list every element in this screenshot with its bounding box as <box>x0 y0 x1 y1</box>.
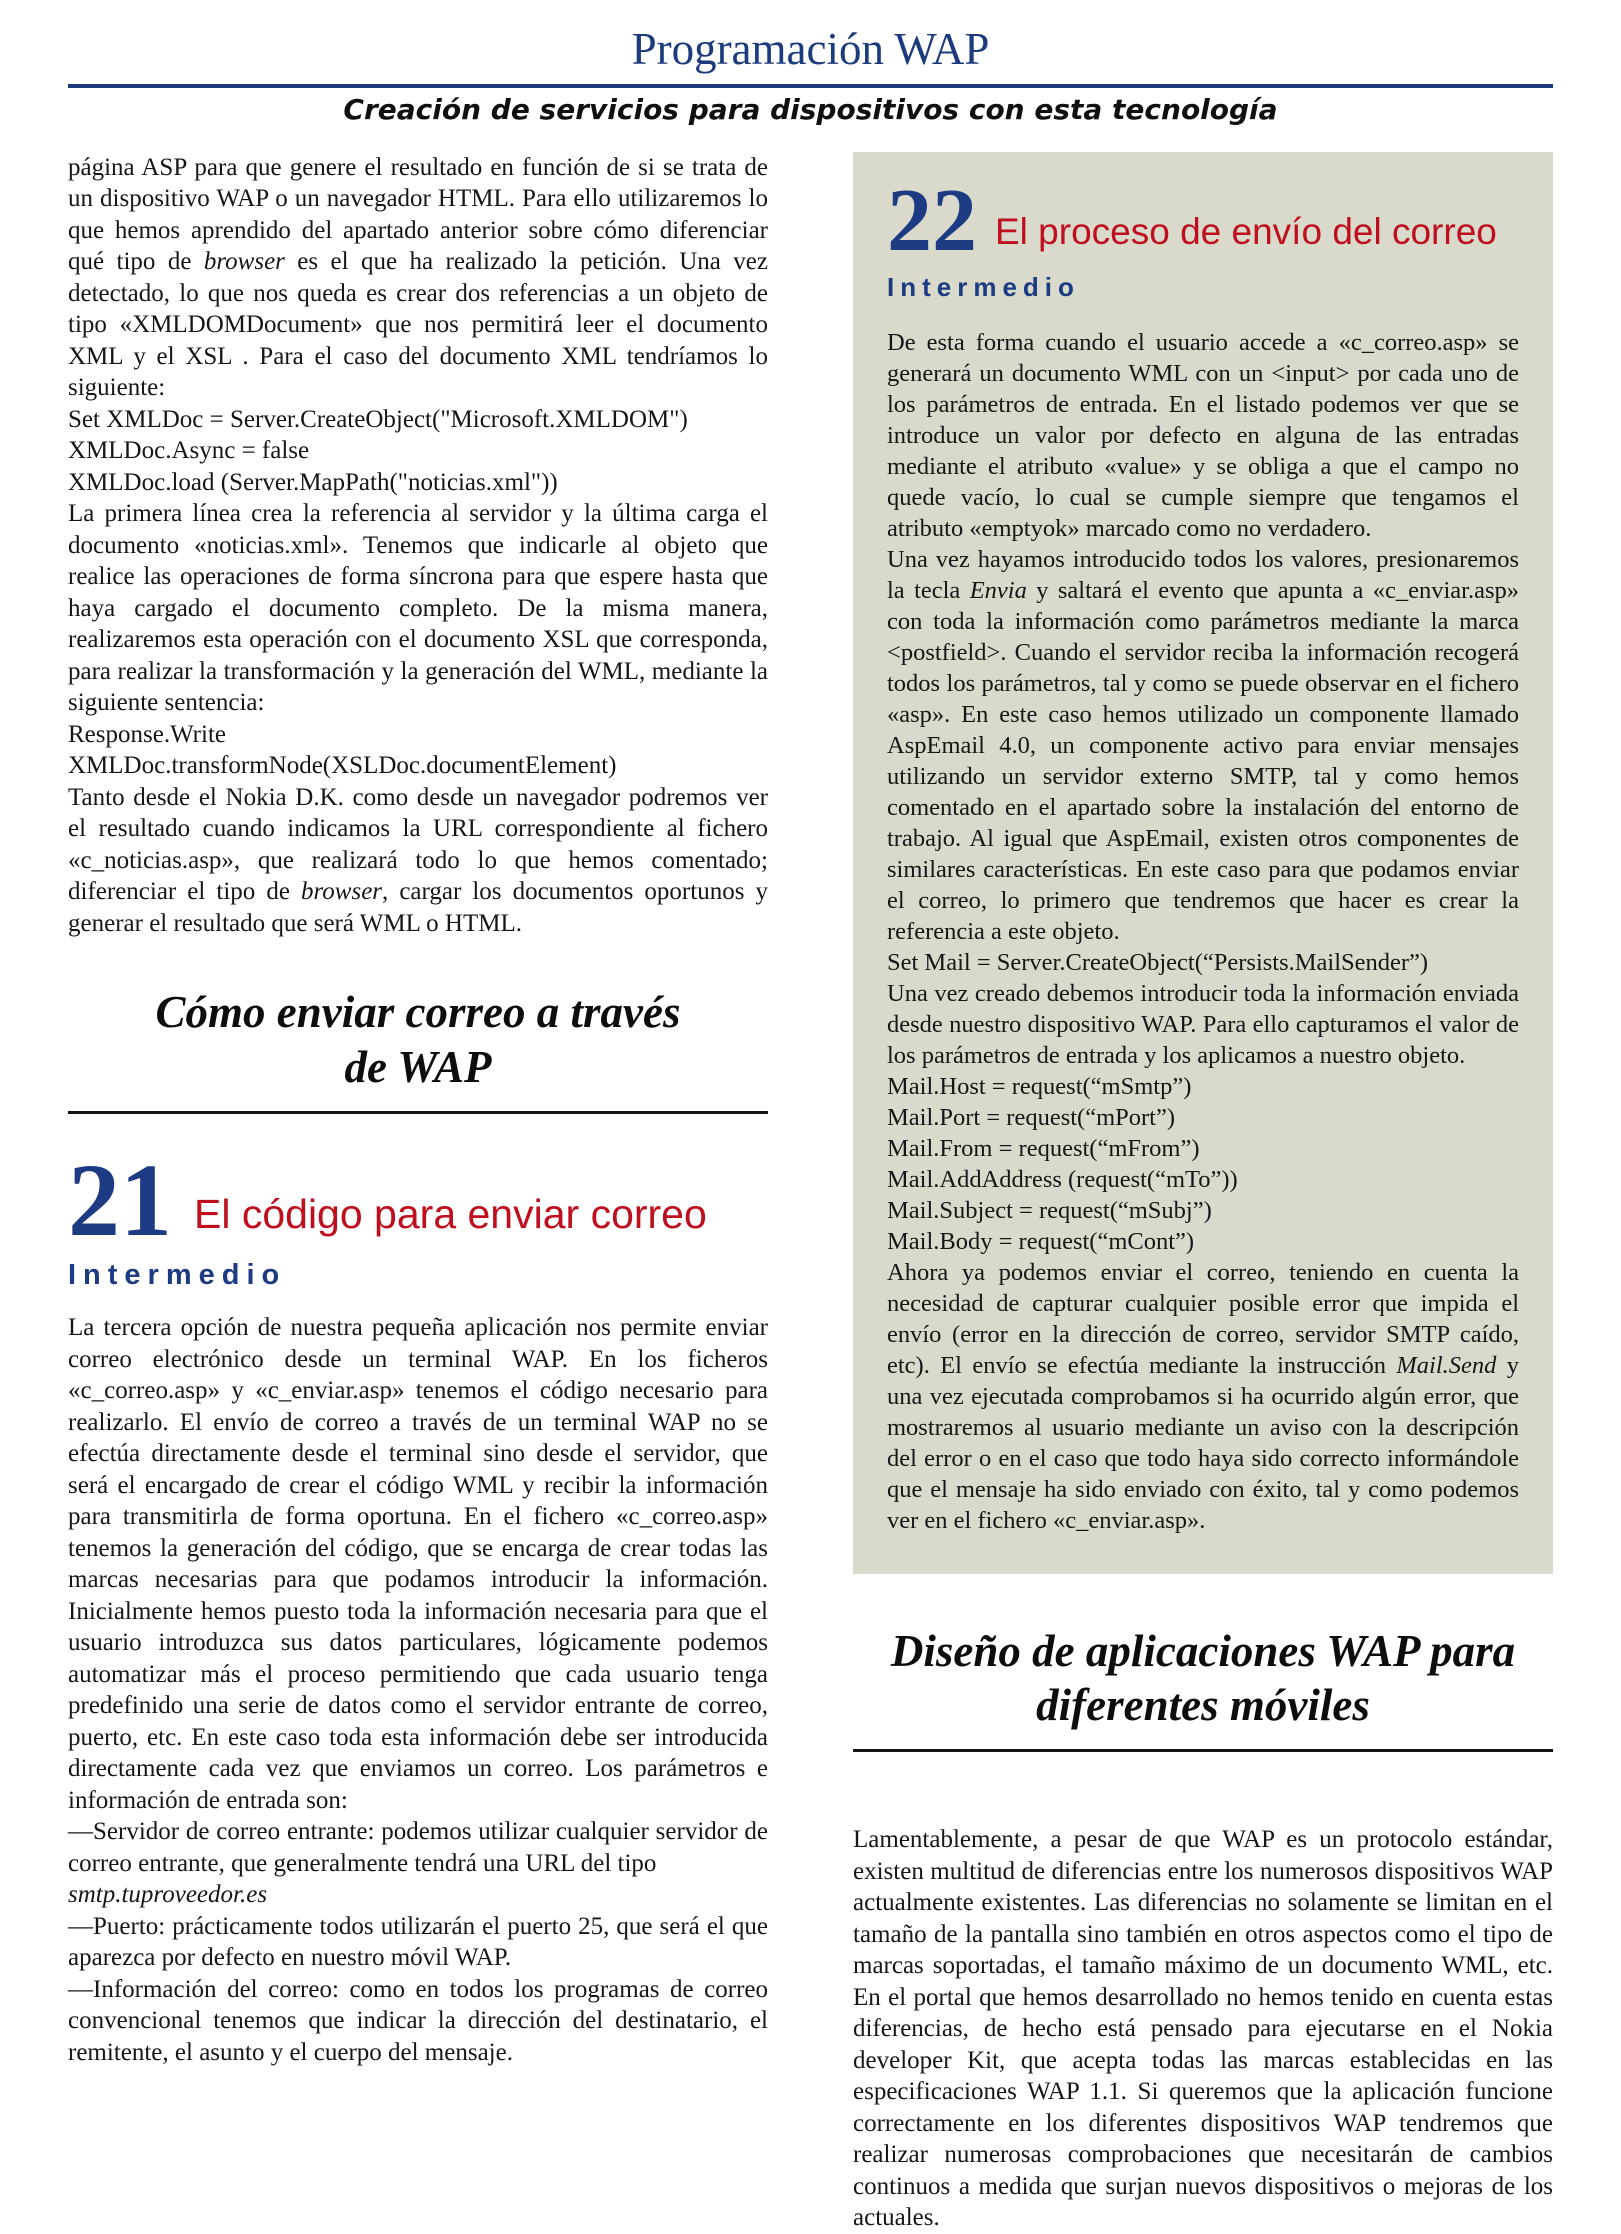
section-number: 21 <box>68 1143 172 1259</box>
page-title: Programación WAP <box>631 24 990 74</box>
section-heading-line: Cómo enviar correo a través <box>155 987 681 1038</box>
paragraph: Una vez creado debemos introducir toda la información enviada desde nuestro dispositivo WAP. Para ello capturamos el valor de los parámetros de entrada y los aplicamos a nuestro objeto. <box>887 979 1519 1069</box>
section-heading-mail <box>68 985 768 1095</box>
paragraph: —Puerto: prácticamente todos utilizarán el puerto 25, que será el que aparezca por defecto en nuestro móvil WAP. <box>68 1912 768 1972</box>
code-line: Mail.Subject = request(“mSubj”) <box>887 1196 1212 1224</box>
section-heading-line: Diseño de aplicaciones WAP para <box>890 1625 1516 1676</box>
paragraph: La primera línea crea la referencia al servidor y la última carga el documento «noticias.xml». Tenemos que indicarle al objeto que realice las operaciones de forma síncrona para que espere hasta que haya cargado el documento completo. De la misma manera, realizaremos esta operación con el documento XSL que corresponda, para realizar la transformación y la generación del WML, mediante la siguiente sentencia: <box>68 500 768 717</box>
paragraph: Tanto desde el Nokia D.K. como desde un navegador podremos ver el resultado cuando indicamos la URL correspondiente al fichero «c_noticias.asp», que realizará todo lo que hemos comentado; diferenciar el tipo de browser, cargar los documentos oportunos y generar el resultado que será WML o HTML. <box>68 783 768 937</box>
page-subtitle: Creación de servicios para dispositivos con esta tecnología <box>343 92 1278 126</box>
section-heading-line: diferentes móviles <box>1036 1680 1370 1731</box>
code-line: Mail.Body = request(“mCont”) <box>887 1227 1195 1255</box>
url-example-line: smtp.tuproveedor.es <box>68 1881 268 1909</box>
code-line: XMLDoc.Async = false <box>68 437 310 465</box>
header-rule <box>68 84 1553 88</box>
paragraph: La tercera opción de nuestra pequeña aplicación nos permite enviar correo electrónico desde un terminal WAP. En los ficheros «c_correo.asp» y «c_enviar.asp» tenemos el código necesario para realizarlo. El envío de correo a través de un terminal WAP no se efectúa directamente desde el terminal sino desde el servidor, que será el encargado de crear el código WML y recibir la información para transmitirla de forma oportuna. En el fichero «c_correo.asp» tenemos la generación del código, que se encarga de crear todas las marcas necesarias para que podamos introducir la información. Inicialmente hemos puesto toda la información necesaria para que el usuario introduzca sus datos particulares, lógicamente podemos automatizar más el proceso permitiendo que cada usuario tenga predefinido una serie de datos como el servidor entrante de correo, puerto, etc. En este caso toda esta información debe ser introducida directamente cada vez que enviamos un correo. Los parámetros e información de entrada son: <box>68 1314 768 1814</box>
code-line: XMLDoc.load (Server.MapPath("noticias.xml")) <box>68 468 558 496</box>
paragraph: —Servidor de correo entrante: podemos utilizar cualquier servidor de correo entrante, que generalmente tendrá una URL del tipo <box>68 1818 768 1877</box>
paragraph: Una vez hayamos introducido todos los valores, presionaremos la tecla Envia y saltará el evento que apunta a «c_enviar.asp» con toda la información como parámetros mediante la marca <postfield>. Cuando el servidor reciba la información recogerá todos los parámetros, tal y como se puede observar en el fichero «asp». En este caso hemos utilizado un componente llamado AspEmail 4.0, un componente activo para enviar mensajes utilizando un servidor externo SMTP, tal y como hemos comentado en el apartado sobre la instalación del entorno de trabajo. Al igual que AspEmail, existen otros componentes de similares características. En este caso para que podamos enviar el correo, lo primero que tendremos que hacer es crear la referencia a este objeto. <box>887 545 1519 945</box>
section-21-header <box>68 1143 768 1259</box>
left-column <box>68 152 768 2069</box>
two-column-layout <box>68 152 1553 2234</box>
paragraph: Lamentablemente, a pesar de que WAP es un protocolo estándar, existen multitud de diferencias entre los numerosos dispositivos WAP actualmente existentes. Las diferencias no solamente se limitan en el tamaño de la pantalla sino también en otros aspectos como el tipo de marcas soportadas, el tamaño máximo de un documento WML, etc. En el portal que hemos desarrollado no hemos tenido en cuenta estas diferencias, de hecho está pensado para ejecutarse en el Nokia developer Kit, que acepta todas las marcas establecidas en las especificaciones WAP 1.1. Si queremos que la aplicación funcione correctamente en los diferentes dispositivos WAP tendremos que realizar numerosas comprobaciones que necesitarán de cambios continuos a medida que surjan nuevos dispositivos o mejoras de los actuales. <box>853 1826 1553 2232</box>
code-line: Set XMLDoc = Server.CreateObject("Microsoft.XMLDOM") <box>68 405 688 433</box>
section-heading-line: de WAP <box>344 1042 492 1093</box>
code-line: Mail.AddAddress (request(“mTo”)) <box>887 1165 1238 1193</box>
section-22-body <box>887 327 1519 1536</box>
section-22-header <box>887 170 1519 270</box>
code-line: Mail.Port = request(“mPort”) <box>887 1103 1176 1131</box>
section-level-badge: Intermedio <box>68 1259 287 1292</box>
code-line: Set Mail = Server.CreateObject(“Persists.MailSender”) <box>887 948 1429 976</box>
code-line: Mail.From = request(“mFrom”) <box>887 1134 1200 1162</box>
paragraph: página ASP para que genere el resultado en función de si se trata de un dispositivo WAP o un navegador HTML. Para ello utilizaremos lo que hemos aprendido del apartado anterior sobre cómo diferenciar qué tipo de browser es el que ha realizado la petición. Una vez detectado, lo que nos queda es crear dos referencias a un objeto de tipo «XMLDOMDocument» que nos permitirá leer el documento XML y el XSL . Para el caso del documento XML tendríamos lo siguiente: <box>68 153 769 402</box>
section-heading-rule <box>68 1111 768 1114</box>
section-heading-rule <box>853 1749 1553 1752</box>
section-heading-design <box>853 1624 1553 1734</box>
paragraph: De esta forma cuando el usuario accede a «c_correo.asp» se generará un documento WML con un <input> por cada uno de los parámetros de entrada. En el listado podemos ver que se introduce un valor por defecto en alguna de las entradas mediante el atributo «value» y se obliga a que el campo no quede vacío, lo cual se cumple siempre que tengamos el atributo «emptyok» marcado como no verdadero. <box>887 328 1519 542</box>
paragraph: Ahora ya podemos enviar el correo, teniendo en cuenta la necesidad de capturar cualquier posible error que impida el envío (error en la dirección de correo, servidor SMTP caído, etc). El envío se efectúa mediante la instrucción Mail.Send y una vez ejecutada comprobamos si ha ocurrido algún error, que mostraremos al usuario mediante un aviso con la descripción del error o en el caso que todo haya sido correcto informándole que el mensaje ha sido enviado con éxito, tal y como podemos ver en el fichero «c_enviar.asp». <box>887 1258 1519 1534</box>
paragraph: —Información del correo: como en todos los programas de correo convencional tenemos que indicar la dirección del destinatario, el remitente, el asunto y el cuerpo del mensaje. <box>68 1975 768 2066</box>
section-number: 22 <box>887 170 977 270</box>
code-line: Mail.Host = request(“mSmtp”) <box>887 1072 1192 1100</box>
code-line: Response.Write XMLDoc.transformNode(XSLDoc.documentElement) <box>68 720 617 780</box>
right-column <box>853 152 1553 2234</box>
info-box-section-22 <box>853 152 1553 1574</box>
section-level-badge: Intermedio <box>887 271 1080 302</box>
section-title: El proceso de envío del correo <box>995 210 1497 252</box>
section-title: El código para enviar correo <box>194 1191 707 1238</box>
section-21-body <box>68 1312 768 2068</box>
